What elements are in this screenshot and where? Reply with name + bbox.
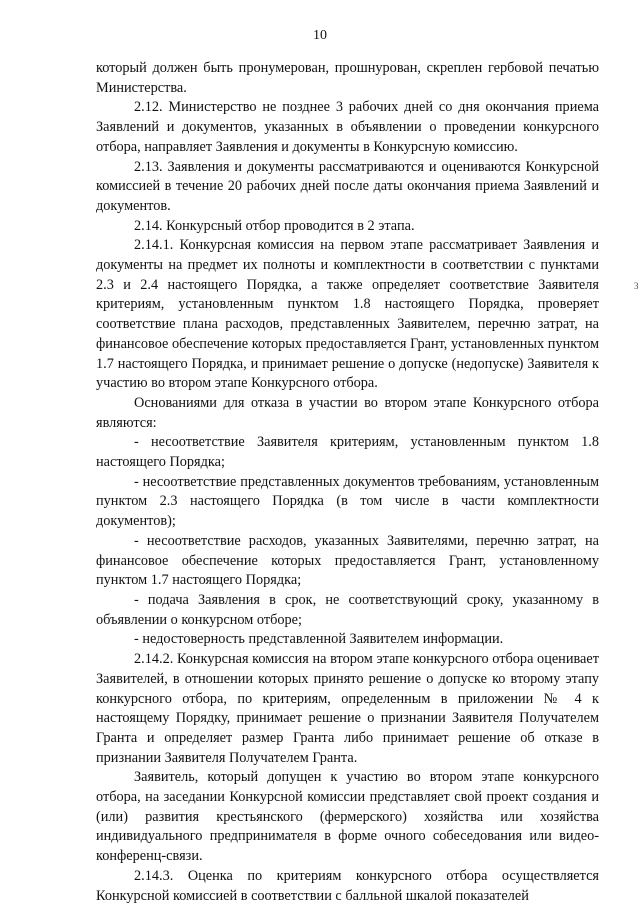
paragraph: 2.14.3. Оценка по критериям конкурсного отбора осуществляется Конкурсной комиссией в соответствии с балльной шкалой показателей [96,867,599,904]
paragraph: - несоответствие расходов, указанных Заявителями, перечню затрат, на финансовое обеспечение которых предоставляется Грант, установленному пунктом 1.7 настоящего Порядка; [96,532,599,589]
paragraph: 2.13. Заявления и документы рассматриваются и оцениваются Конкурсной комиссией в течение 20 рабочих дней после даты окончания приема Заявлений и документов. [96,158,599,214]
paragraph: 2.14. Конкурсный отбор проводится в 2 этапа. [134,217,415,234]
paragraph: который должен быть пронумерован, прошнурован, скреплен гербовой печатью Министерства. [96,60,599,96]
paragraph: Основаниями для отказа в участии во втором этапе Конкурсного отбора являются: [96,394,599,431]
page-number: 10 [313,28,327,43]
paragraph: 2.14.1. Конкурсная комиссия на первом этапе рассматривает Заявления и документы на предмет их полноты и комплектности в соответствии с пунктами 2.3 и 2.4 настоящего Порядка, а также определяет соответствие Заявителя критериям, установленным пунктом 1.8 настоящего Порядка, проверяет соответствие плана расходов, представленных Заявителем, перечню затрат, на финансовое обеспечение которых предоставляется Грант, установленных пунктом 1.7 настоящего Порядка, и принимает решение о допуске (недопуске) Заявителя к участию во втором этапе Конкурсного отбора. [96,237,599,392]
paragraph: 2.14.2. Конкурсная комиссия на втором этапе конкурсного отбора оценивает Заявителей, в отношении которых принято решение о допуске ко второму этапу конкурсного отбора, по критериям, определенным в приложении № 4 к настоящему Порядку, принимает решение о признании Заявителя Получателем Гранта и определяет размер Гранта либо принимает решение об отказе в признании Заявителя Получателем Гранта. [96,651,599,766]
paragraph: - несоответствие представленных документов требованиям, установленным пунктом 2.3 настоящего Порядка (в том числе в части комплектности документов); [96,473,599,530]
paragraph: - несоответствие Заявителя критериям, установленным пунктом 1.8 настоящего Порядка; [96,434,599,471]
paragraph: Заявитель, который допущен к участию во втором этапе конкурсного отбора, на заседании Конкурсной комиссии представляет свой проект создания и (или) развития крестьянского (фермерского) хозяйства или хозяйства индивидуального предпринимателя в форме очного собеседования или видео-конференц-связи. [96,769,599,865]
document-body [96,59,599,906]
margin-mark: 3 [634,281,639,291]
paragraph: - подача Заявления в срок, не соответствующий сроку, указанному в объявлении о конкурсном отборе; [96,591,599,628]
paragraph: 2.12. Министерство не позднее 3 рабочих дней со дня окончания приема Заявлений и документов, указанных в объявлении о проведении конкурсного отбора, направляет Заявления и документы в Конкурсную комиссию. [96,99,599,155]
paragraph: - недостоверность представленной Заявителем информации. [134,631,504,648]
